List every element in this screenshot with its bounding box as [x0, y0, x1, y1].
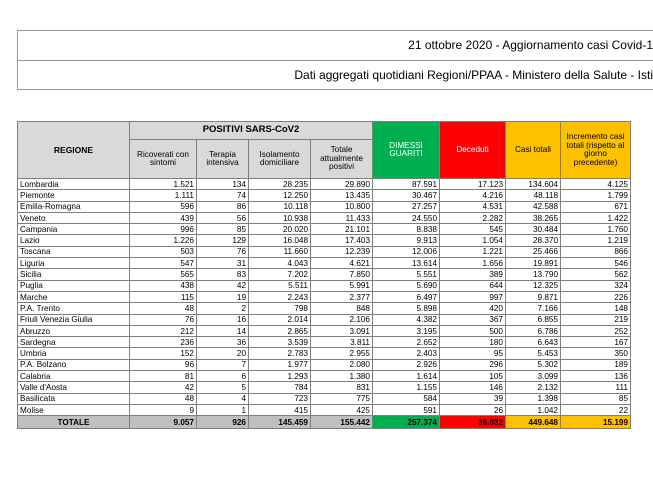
table-row: [18, 348, 631, 359]
casi-totali-cell: 3.099: [506, 371, 561, 382]
ricoverati-cell: 115: [130, 291, 197, 302]
region-name: TOTALE: [18, 416, 130, 429]
terapia-cell: 16: [197, 314, 249, 325]
ricoverati-cell: 236: [130, 337, 197, 348]
casi-totali-cell: 9.871: [506, 291, 561, 302]
casi-totali-cell: 48.118: [506, 190, 561, 201]
deceduti-cell: 39: [440, 393, 506, 404]
isolamento-cell: 1.977: [249, 359, 311, 370]
isolamento-cell: 1.293: [249, 371, 311, 382]
table-row: [18, 393, 631, 404]
terapia-cell: 56: [197, 212, 249, 223]
deceduti-cell: 545: [440, 224, 506, 235]
report-header: [17, 30, 653, 90]
totale-positivi-cell: 11.433: [311, 212, 373, 223]
isolamento-cell: 16.048: [249, 235, 311, 246]
region-name: Liguria: [18, 258, 130, 269]
table-row: [18, 235, 631, 246]
table-row: [18, 190, 631, 201]
deceduti-cell: 1.054: [440, 235, 506, 246]
region-name: P.A. Bolzano: [18, 359, 130, 370]
deceduti-cell: 420: [440, 303, 506, 314]
table-row: [18, 337, 631, 348]
region-name: Lombardia: [18, 179, 130, 190]
region-name: Emilia-Romagna: [18, 201, 130, 212]
isolamento-cell: 3.539: [249, 337, 311, 348]
dimessi-cell: 5.551: [373, 269, 440, 280]
deceduti-cell: 1.656: [440, 258, 506, 269]
isolamento-cell: 7.202: [249, 269, 311, 280]
region-name: Abruzzo: [18, 325, 130, 336]
table-row: [18, 269, 631, 280]
region-name: Molise: [18, 404, 130, 415]
table-row: [18, 179, 631, 190]
terapia-cell: 76: [197, 246, 249, 257]
incremento-cell: 226: [561, 291, 631, 302]
deceduti-cell: 4.531: [440, 201, 506, 212]
ricoverati-cell: 438: [130, 280, 197, 291]
ricoverati-cell: 596: [130, 201, 197, 212]
terapia-cell: 19: [197, 291, 249, 302]
table-row: [18, 246, 631, 257]
region-name: Sicilia: [18, 269, 130, 280]
group-positivi: POSITIVI SARS-CoV2: [130, 122, 373, 140]
incremento-cell: 219: [561, 314, 631, 325]
deceduti-cell: 296: [440, 359, 506, 370]
dimessi-cell: 584: [373, 393, 440, 404]
terapia-cell: 31: [197, 258, 249, 269]
dimessi-cell: 2.652: [373, 337, 440, 348]
deceduti-cell: 180: [440, 337, 506, 348]
region-name: P.A. Trento: [18, 303, 130, 314]
isolamento-cell: 415: [249, 404, 311, 415]
dimessi-cell: 13.614: [373, 258, 440, 269]
incremento-cell: 15.199: [561, 416, 631, 429]
isolamento-cell: 10.118: [249, 201, 311, 212]
deceduti-cell: 26: [440, 404, 506, 415]
incremento-cell: 148: [561, 303, 631, 314]
incremento-cell: 252: [561, 325, 631, 336]
totale-positivi-cell: 10.800: [311, 201, 373, 212]
col-incremento: Incremento casi totali (rispetto al giorno precedente): [561, 122, 631, 179]
dimessi-cell: 1.614: [373, 371, 440, 382]
dimessi-cell: 24.550: [373, 212, 440, 223]
table-row: [18, 212, 631, 223]
isolamento-cell: 723: [249, 393, 311, 404]
casi-totali-cell: 6.855: [506, 314, 561, 325]
totale-positivi-cell: 13.435: [311, 190, 373, 201]
ricoverati-cell: 565: [130, 269, 197, 280]
isolamento-cell: 12.250: [249, 190, 311, 201]
incremento-cell: 1.760: [561, 224, 631, 235]
incremento-cell: 85: [561, 393, 631, 404]
totale-positivi-cell: 3.811: [311, 337, 373, 348]
terapia-cell: 2: [197, 303, 249, 314]
incremento-cell: 324: [561, 280, 631, 291]
ricoverati-cell: 996: [130, 224, 197, 235]
dimessi-cell: 27.257: [373, 201, 440, 212]
casi-totali-cell: 42.588: [506, 201, 561, 212]
report-subtitle: Dati aggregati quotidiani Regioni/PPAA - Ministero della Salute - Isti: [294, 68, 653, 82]
col-dimessi: DIMESSI GUARITI: [373, 122, 440, 179]
casi-totali-cell: 5.302: [506, 359, 561, 370]
table-row: [18, 303, 631, 314]
isolamento-cell: 784: [249, 382, 311, 393]
terapia-cell: 42: [197, 280, 249, 291]
isolamento-cell: 20.020: [249, 224, 311, 235]
region-name: Umbria: [18, 348, 130, 359]
region-name: Friuli Venezia Giulia: [18, 314, 130, 325]
casi-totali-cell: 2.132: [506, 382, 561, 393]
total-row: [18, 416, 631, 429]
col-casi-totali: Casi totali: [506, 122, 561, 179]
casi-totali-cell: 1.042: [506, 404, 561, 415]
deceduti-cell: 95: [440, 348, 506, 359]
dimessi-cell: 87.591: [373, 179, 440, 190]
terapia-cell: 5: [197, 382, 249, 393]
terapia-cell: 7: [197, 359, 249, 370]
totale-positivi-cell: 2.377: [311, 291, 373, 302]
ricoverati-cell: 9.057: [130, 416, 197, 429]
ricoverati-cell: 439: [130, 212, 197, 223]
isolamento-cell: 28.235: [249, 179, 311, 190]
terapia-cell: 74: [197, 190, 249, 201]
ricoverati-cell: 9: [130, 404, 197, 415]
casi-totali-cell: 1.398: [506, 393, 561, 404]
region-name: Toscana: [18, 246, 130, 257]
totale-positivi-cell: 155.442: [311, 416, 373, 429]
incremento-cell: 189: [561, 359, 631, 370]
ricoverati-cell: 547: [130, 258, 197, 269]
dimessi-cell: 6.497: [373, 291, 440, 302]
isolamento-cell: 10.938: [249, 212, 311, 223]
totale-positivi-cell: 2.106: [311, 314, 373, 325]
totale-positivi-cell: 775: [311, 393, 373, 404]
incremento-cell: 546: [561, 258, 631, 269]
deceduti-cell: 389: [440, 269, 506, 280]
dimessi-cell: 5.690: [373, 280, 440, 291]
table-row: [18, 314, 631, 325]
dimessi-cell: 12.006: [373, 246, 440, 257]
totale-positivi-cell: 12.239: [311, 246, 373, 257]
deceduti-cell: 17.123: [440, 179, 506, 190]
isolamento-cell: 11.660: [249, 246, 311, 257]
table-row: [18, 371, 631, 382]
terapia-cell: 85: [197, 224, 249, 235]
isolamento-cell: 4.043: [249, 258, 311, 269]
table-row: [18, 224, 631, 235]
header-divider: [18, 60, 653, 61]
totale-positivi-cell: 2.080: [311, 359, 373, 370]
isolamento-cell: 798: [249, 303, 311, 314]
totale-positivi-cell: 17.403: [311, 235, 373, 246]
incremento-cell: 562: [561, 269, 631, 280]
col-isolamento: Isolamento domiciliare: [249, 140, 311, 179]
deceduti-cell: 500: [440, 325, 506, 336]
casi-totali-cell: 449.648: [506, 416, 561, 429]
ricoverati-cell: 48: [130, 303, 197, 314]
incremento-cell: 1.422: [561, 212, 631, 223]
region-name: Veneto: [18, 212, 130, 223]
ricoverati-cell: 1.226: [130, 235, 197, 246]
region-name: Lazio: [18, 235, 130, 246]
ricoverati-cell: 42: [130, 382, 197, 393]
casi-totali-cell: 134.604: [506, 179, 561, 190]
dimessi-cell: 30.467: [373, 190, 440, 201]
isolamento-cell: 2.243: [249, 291, 311, 302]
incremento-cell: 1.219: [561, 235, 631, 246]
casi-totali-cell: 38.265: [506, 212, 561, 223]
terapia-cell: 134: [197, 179, 249, 190]
col-totale-positivi: Totale attualmente positivi: [311, 140, 373, 179]
region-name: Marche: [18, 291, 130, 302]
table-row: [18, 404, 631, 415]
casi-totali-cell: 7.166: [506, 303, 561, 314]
col-regione: REGIONE: [18, 122, 130, 179]
deceduti-cell: 1.221: [440, 246, 506, 257]
terapia-cell: 926: [197, 416, 249, 429]
terapia-cell: 14: [197, 325, 249, 336]
dimessi-cell: 8.838: [373, 224, 440, 235]
deceduti-cell: 146: [440, 382, 506, 393]
col-ricoverati: Ricoverati con sintomi: [130, 140, 197, 179]
ricoverati-cell: 48: [130, 393, 197, 404]
terapia-cell: 20: [197, 348, 249, 359]
incremento-cell: 111: [561, 382, 631, 393]
dimessi-cell: 257.374: [373, 416, 440, 429]
isolamento-cell: 145.459: [249, 416, 311, 429]
incremento-cell: 22: [561, 404, 631, 415]
region-name: Piemonte: [18, 190, 130, 201]
col-terapia: Terapia intensiva: [197, 140, 249, 179]
dimessi-cell: 2.926: [373, 359, 440, 370]
deceduti-cell: 367: [440, 314, 506, 325]
dimessi-cell: 4.382: [373, 314, 440, 325]
ricoverati-cell: 1.521: [130, 179, 197, 190]
deceduti-cell: 4.216: [440, 190, 506, 201]
casi-totali-cell: 19.891: [506, 258, 561, 269]
region-name: Basilicata: [18, 393, 130, 404]
table-row: [18, 280, 631, 291]
isolamento-cell: 2.865: [249, 325, 311, 336]
casi-totali-cell: 25.466: [506, 246, 561, 257]
totale-positivi-cell: 21.101: [311, 224, 373, 235]
table-row: [18, 201, 631, 212]
dimessi-cell: 3.195: [373, 325, 440, 336]
casi-totali-cell: 6.786: [506, 325, 561, 336]
col-deceduti: Deceduti: [440, 122, 506, 179]
terapia-cell: 129: [197, 235, 249, 246]
totale-positivi-cell: 848: [311, 303, 373, 314]
isolamento-cell: 5.511: [249, 280, 311, 291]
totale-positivi-cell: 3.091: [311, 325, 373, 336]
region-name: Puglia: [18, 280, 130, 291]
incremento-cell: 167: [561, 337, 631, 348]
incremento-cell: 350: [561, 348, 631, 359]
region-name: Valle d'Aosta: [18, 382, 130, 393]
incremento-cell: 136: [561, 371, 631, 382]
terapia-cell: 36: [197, 337, 249, 348]
casi-totali-cell: 30.484: [506, 224, 561, 235]
casi-totali-cell: 28.370: [506, 235, 561, 246]
deceduti-cell: 105: [440, 371, 506, 382]
totale-positivi-cell: 2.955: [311, 348, 373, 359]
ricoverati-cell: 1.111: [130, 190, 197, 201]
dimessi-cell: 5.898: [373, 303, 440, 314]
region-name: Sardegna: [18, 337, 130, 348]
casi-totali-cell: 12.325: [506, 280, 561, 291]
incremento-cell: 671: [561, 201, 631, 212]
terapia-cell: 83: [197, 269, 249, 280]
ricoverati-cell: 96: [130, 359, 197, 370]
table-row: [18, 258, 631, 269]
table-row: [18, 359, 631, 370]
totale-positivi-cell: 5.991: [311, 280, 373, 291]
dimessi-cell: 1.155: [373, 382, 440, 393]
casi-totali-cell: 5.453: [506, 348, 561, 359]
incremento-cell: 866: [561, 246, 631, 257]
incremento-cell: 4.125: [561, 179, 631, 190]
covid-data-table: [17, 121, 631, 429]
incremento-cell: 1.799: [561, 190, 631, 201]
deceduti-cell: 36.832: [440, 416, 506, 429]
totale-positivi-cell: 1.380: [311, 371, 373, 382]
dimessi-cell: 591: [373, 404, 440, 415]
table-row: [18, 291, 631, 302]
table-body: [18, 179, 631, 429]
deceduti-cell: 997: [440, 291, 506, 302]
terapia-cell: 1: [197, 404, 249, 415]
ricoverati-cell: 81: [130, 371, 197, 382]
casi-totali-cell: 6.643: [506, 337, 561, 348]
totale-positivi-cell: 425: [311, 404, 373, 415]
region-name: Calabria: [18, 371, 130, 382]
region-name: Campania: [18, 224, 130, 235]
totale-positivi-cell: 29.890: [311, 179, 373, 190]
ricoverati-cell: 212: [130, 325, 197, 336]
report-title: 21 ottobre 2020 - Aggiornamento casi Covid-1: [408, 38, 653, 52]
deceduti-cell: 644: [440, 280, 506, 291]
ricoverati-cell: 76: [130, 314, 197, 325]
terapia-cell: 4: [197, 393, 249, 404]
deceduti-cell: 2.282: [440, 212, 506, 223]
totale-positivi-cell: 831: [311, 382, 373, 393]
dimessi-cell: 9.913: [373, 235, 440, 246]
isolamento-cell: 2.014: [249, 314, 311, 325]
terapia-cell: 86: [197, 201, 249, 212]
ricoverati-cell: 503: [130, 246, 197, 257]
dimessi-cell: 2.403: [373, 348, 440, 359]
terapia-cell: 6: [197, 371, 249, 382]
totale-positivi-cell: 4.621: [311, 258, 373, 269]
ricoverati-cell: 152: [130, 348, 197, 359]
table-row: [18, 325, 631, 336]
casi-totali-cell: 13.790: [506, 269, 561, 280]
isolamento-cell: 2.783: [249, 348, 311, 359]
table-row: [18, 382, 631, 393]
totale-positivi-cell: 7.850: [311, 269, 373, 280]
